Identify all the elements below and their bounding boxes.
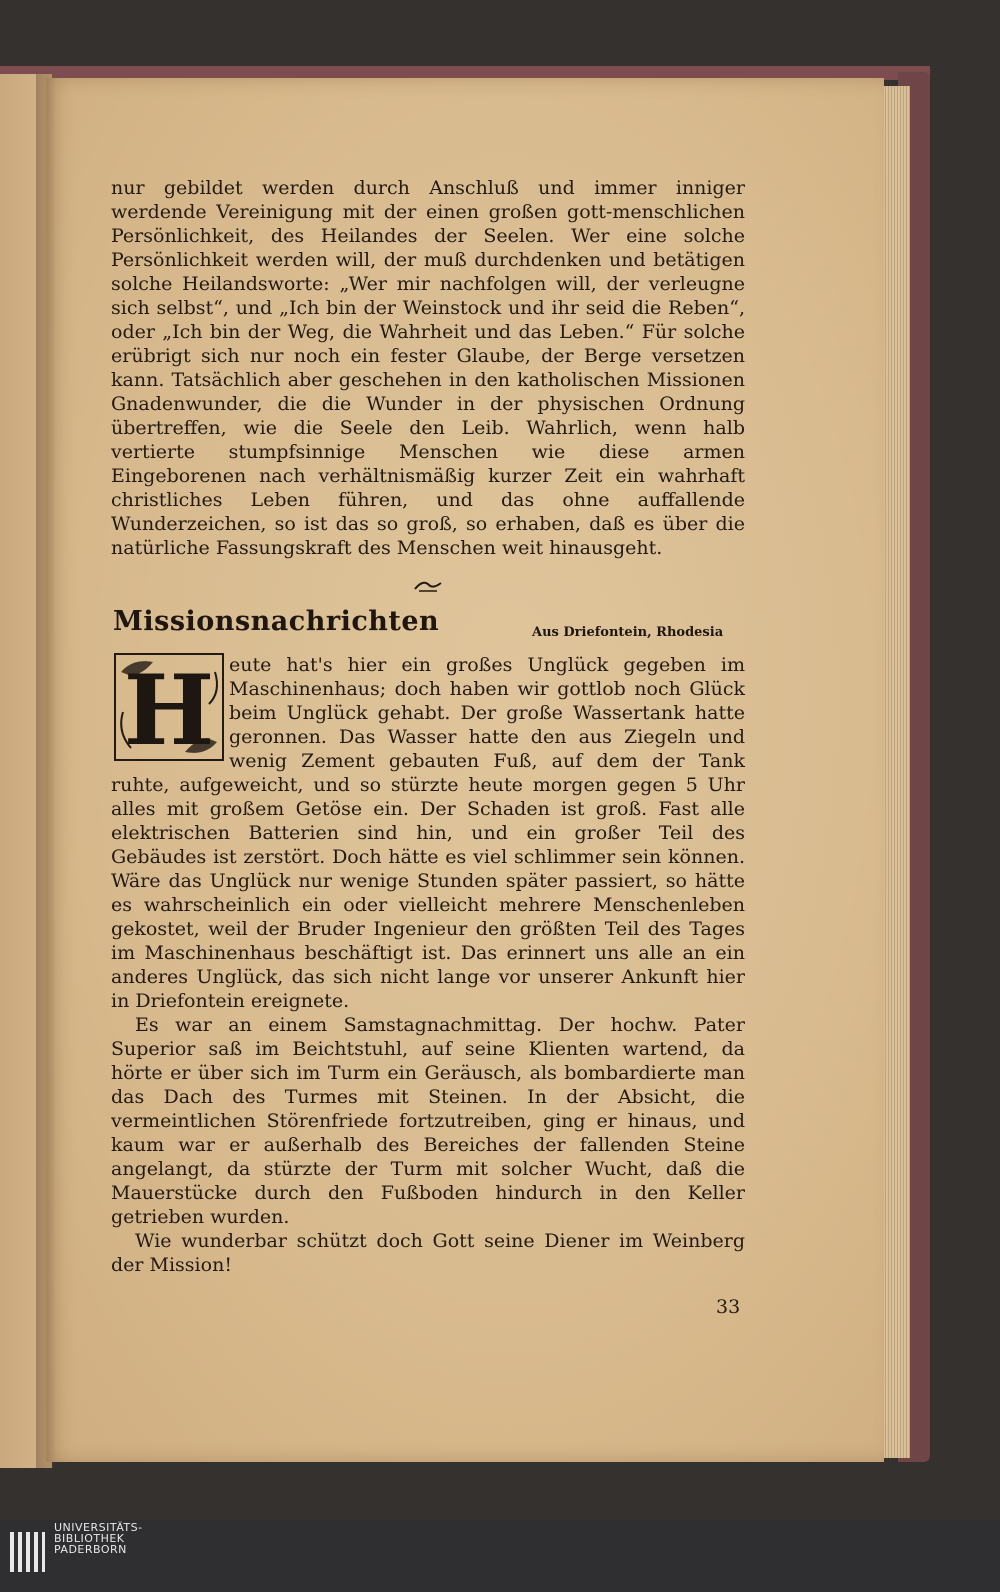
top-paragraph-text: nur gebildet werden durch Anschluß und immer inniger werdende Vereinigung mit der einen großen gott-menschlichen Persönlichkeit, des Heilandes der Seelen. Wer eine solche Persönlichkeit werden will, der muß durchdenken und betätigen solche Heilandsworte: „Wer mir nachfolgen will, der verleugne sich selbst“, und „Ich bin der Weinstock und ihr seid die Reben“, oder „Ich bin der Weg, die Wahrheit und das Leben.“ Für solche erübrigt sich nur noch ein fester Glaube, der Berge versetzen kann. Tatsächlich aber geschehen in den katholischen Missionen Gnadenwunder, die die Wunder in der physischen Ordnung übertreffen, wie die Seele den Leib. Wahrlich, wenn halb vertierte stumpfsinnige Menschen wie diese armen Eingeborenen nach verhältnismäßig kurzer Zeit ein wahrhaft christliches Leben führen, und das ohne auffallende Wunderzeichen, so ist das so groß, so erhaben, daß es über die natürliche Fassungskraft des Menschen weit hinausgeht. [111,177,745,559]
library-logo-icon [8,1526,48,1586]
page-number: 33 [716,1296,741,1318]
top-paragraph [111,176,745,560]
logo-line-1: UNIVERSITÄTS- [54,1521,143,1534]
ornament-icon [413,577,443,593]
section-title: Missionsnachrichten [113,606,440,637]
initial-letter: H [123,654,215,762]
initial-spacer [111,653,229,753]
spine-gutter [36,74,56,1468]
page-edges [880,86,910,1458]
logo-line-3: PADERBORN [54,1543,127,1556]
library-logo-text [54,1522,143,1555]
footer-bar [0,1520,1000,1592]
article-body [111,653,745,1277]
section-source: Aus Driefontein, Rhodesia [532,625,724,640]
body-paragraph-3: Wie wunderbar schützt doch Gott seine Diener im Weinberg der Mission! [111,1230,745,1276]
body-paragraph-2: Es war an einem Samstagnachmittag. Der hochw. Pater Superior saß im Beichtstuhl, auf seine Klienten wartend, da hörte er über sich im Turm ein Geräusch, als bombardierte man das Dach des Turmes mit Steinen. In der Absicht, die vermeintlichen Störenfriede fortzutreiben, ging er hinaus, und kaum war er außerhalb des Bereiches der fallenden Steine angelangt, da stürzte der Turm mit solcher Wucht, daß die Mauerstücke durch den Fußboden hindurch in den Keller getrieben wurden. [111,1014,745,1228]
logo-line-2: BIBLIOTHEK [54,1532,125,1545]
body-paragraph-1: eute hat's hier ein großes Unglück gegeben im Maschinenhaus; doch haben wir gottlob noch Glück beim Unglück gehabt. Der große Wassertank hatte geronnen. Das Wasser hatte den aus Ziegeln und wenig Zement gebauten Fuß, auf dem der Tank ruhte, aufgeweicht, und so stürzte heute morgen gegen 5 Uhr alles mit großem Getöse ein. Der Schaden ist groß. Fast alle elektrischen Batterien sind hin, und ein großer Teil des Gebäudes ist zerstört. Doch hätte es viel schlimmer sein können. Wäre das Unglück nur wenige Stunden später passiert, so hätte es wahrscheinlich ein oder vielleicht mehrere Menschenleben gekostet, weil der Bruder Ingenieur den größten Teil des Tages im Maschinenhaus beschäftigt ist. Das erinnert uns alle an ein anderes Unglück, das sich nicht lange vor unserer Ankunft hier in Driefontein ereignete. [111,654,745,1012]
